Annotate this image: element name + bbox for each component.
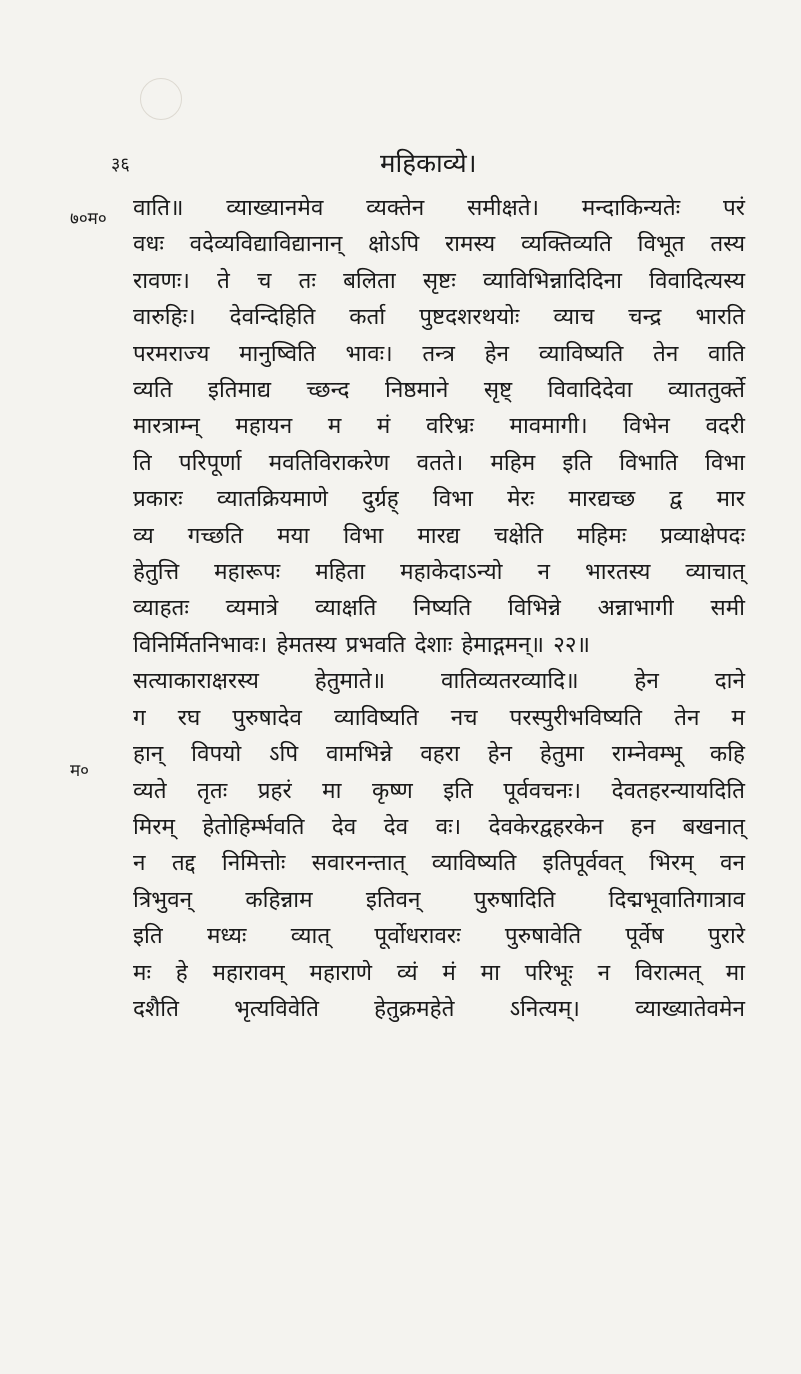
text-line: हेतुत्ति महारूपः महिता महाकेदाऽन्यो न भारतस्य व्याचात् (133, 559, 745, 586)
text-line: व्यति इतिमाद्य च्छन्द निष्ठमाने सृष्ट् विवादिदेवा व्याततुर्क्ते (133, 377, 745, 404)
text-line: इति मध्यः व्यात् पूर्वोधरावरः पुरुषावेति पूर्वेष पुरारे (133, 923, 745, 950)
text-line: हान् विपयो ऽपि वामभिन्ने वहरा हेन हेतुमा राम्नेवम्भू कहि (133, 741, 745, 768)
paper-stain (140, 78, 182, 120)
text-line: वाति॥ व्याख्यानमेव व्यक्तेन समीक्षते। मन्दाकिन्यतेः परं (133, 195, 745, 221)
text-line: मिरम् हेतोहिर्म्भवति देव देव वः। देवकेरद्वहरकेन हन बखनात् (133, 813, 745, 840)
margin-reference: म० (70, 761, 90, 781)
margin-reference: ७०म० (70, 209, 107, 229)
text-line: ति परिपूर्णा मवतिविराकरेण वतते। महिम इति विभाति विभा (133, 449, 745, 476)
running-header: महिकाव्ये। (380, 149, 477, 179)
text-line: न तद्द निमित्तोः सवारनन्तात् व्याविष्यति इतिपूर्ववत् भिरम् वन (133, 850, 745, 877)
text-line: सत्याकाराक्षरस्य हेतुमाते॥ वातिव्यतरव्यादि॥ हेन दाने (133, 668, 745, 695)
text-line: व्य गच्छति मया विभा मारद्य चक्षेति महिमः प्रव्याक्षेपदः (133, 522, 745, 549)
text-line: मः हे महारावम् महाराणे व्यं मं मा परिभूः न विरात्मत् मा (133, 959, 745, 986)
text-line: दशैति भृत्यविवेति हेतुक्रमहेते ऽनित्यम्। व्याख्यातेवमेन (133, 995, 745, 1022)
page-number: ३६ (111, 154, 130, 175)
text-line: व्याहतः व्यमात्रे व्याक्षति निष्यति विभिन्ने अन्नाभागी समी (133, 595, 745, 622)
text-line: परमराज्य मानुष्विति भावः। तन्त्र हेन व्याविष्यति तेन वाति (133, 340, 745, 367)
text-line: रावणः। ते च तः बलिता सृष्टः व्याविभिन्नादिदिना विवादित्यस्य (133, 267, 745, 294)
text-line: प्रकारः व्यातक्रियमाणे दुर्ग्रह् विभा मेरः मारद्यच्छ द्व मार (133, 486, 745, 513)
text-line: व्यते तृतः प्रहरं मा कृष्ण इति पूर्ववचनः। देवतहरन्यायदिति (133, 777, 745, 804)
text-line: वधः वदेव्यविद्याविद्यानान् क्षोऽपि रामस्य व्यक्तिव्यति विभूत तस्य (133, 231, 745, 258)
body-text (133, 190, 745, 1027)
text-line: वारुहिः। देवन्दिहिति कर्ता पुष्टदशरथयोः व्याच चन्द्र भारति (133, 304, 745, 331)
text-line: मारत्राम्न् महायन म मं वरिभ्रः मावमागी। विभेन वदरी (133, 413, 745, 440)
text-line: ग रघ पुरुषादेव व्याविष्यति नच परस्पुरीभविष्यति तेन म (133, 704, 745, 731)
text-line: त्रिभुवन् कहिन्नाम इतिवन् पुरुषादिति दिद्मभूवातिगात्राव (133, 886, 745, 913)
text-line: विनिर्मितनिभावः। हेमतस्य प्रभवति देशाः हेमाद्गमन्॥ २२॥ (133, 631, 591, 658)
